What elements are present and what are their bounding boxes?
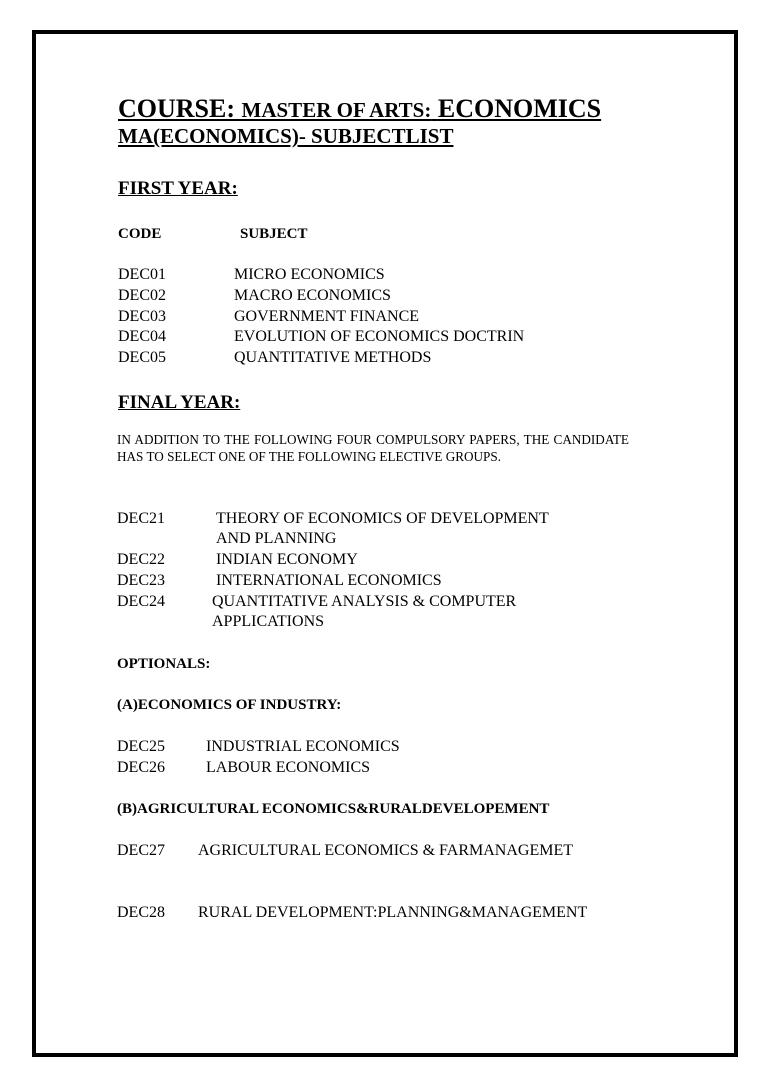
subject-list-title: MA(ECONOMICS)- SUBJECTLIST [118, 124, 454, 148]
course-subject: ECONOMICS [437, 94, 602, 123]
subject-dec23: INTERNATIONAL ECONOMICS [216, 572, 442, 589]
subject-dec21-cont: AND PLANNING [216, 530, 337, 547]
final-year-heading: FINAL YEAR: [118, 392, 241, 413]
subject-dec04: EVOLUTION OF ECONOMICS DOCTRIN [234, 328, 525, 345]
subject-dec24-cont: APPLICATIONS [212, 613, 325, 630]
final-year-note: IN ADDITION TO THE FOLLOWING FOUR COMPULSORY PAPERS, THE CANDIDATE HAS TO SELECT ONE OF THE FOLLOWING ELECTIVE GROUPS. [117, 432, 629, 464]
code-dec05: DEC05 [118, 349, 166, 366]
course-prefix: COURSE: [118, 94, 236, 123]
code-dec21: DEC21 [117, 510, 165, 527]
code-dec26: DEC26 [117, 759, 165, 776]
code-dec01: DEC01 [118, 266, 166, 283]
subject-dec01: MICRO ECONOMICS [234, 266, 385, 283]
column-header-code: CODE [118, 226, 162, 242]
subject-dec22: INDIAN ECONOMY [216, 551, 358, 568]
group-b-title: (B)AGRICULTURAL ECONOMICS&RURALDEVELOPEMENT [117, 801, 550, 817]
code-dec24: DEC24 [117, 593, 165, 610]
course-title [118, 94, 601, 124]
code-dec27: DEC27 [117, 842, 165, 859]
code-dec23: DEC23 [117, 572, 165, 589]
code-dec28: DEC28 [117, 904, 165, 921]
column-header-subject: SUBJECT [240, 226, 308, 242]
subject-dec26: LABOUR ECONOMICS [206, 759, 371, 776]
subject-dec27: AGRICULTURAL ECONOMICS & FARMANAGEMET [198, 842, 573, 859]
code-dec02: DEC02 [118, 287, 166, 304]
subject-dec02: MACRO ECONOMICS [234, 287, 391, 304]
code-dec04: DEC04 [118, 328, 166, 345]
subject-dec03: GOVERNMENT FINANCE [234, 308, 420, 325]
subject-dec05: QUANTITATIVE METHODS [234, 349, 432, 366]
code-dec22: DEC22 [117, 551, 165, 568]
subject-dec25: INDUSTRIAL ECONOMICS [206, 738, 400, 755]
code-dec03: DEC03 [118, 308, 166, 325]
course-degree: MASTER OF ARTS: [241, 98, 432, 122]
first-year-heading: FIRST YEAR: [118, 178, 238, 199]
group-a-title: (A)ECONOMICS OF INDUSTRY: [117, 697, 342, 713]
subject-dec24: QUANTITATIVE ANALYSIS & COMPUTER [212, 593, 517, 610]
subject-dec28: RURAL DEVELOPMENT:PLANNING&MANAGEMENT [198, 904, 588, 921]
code-dec25: DEC25 [117, 738, 165, 755]
subject-dec21: THEORY OF ECONOMICS OF DEVELOPMENT [216, 510, 549, 527]
optionals-heading: OPTIONALS: [117, 656, 211, 672]
